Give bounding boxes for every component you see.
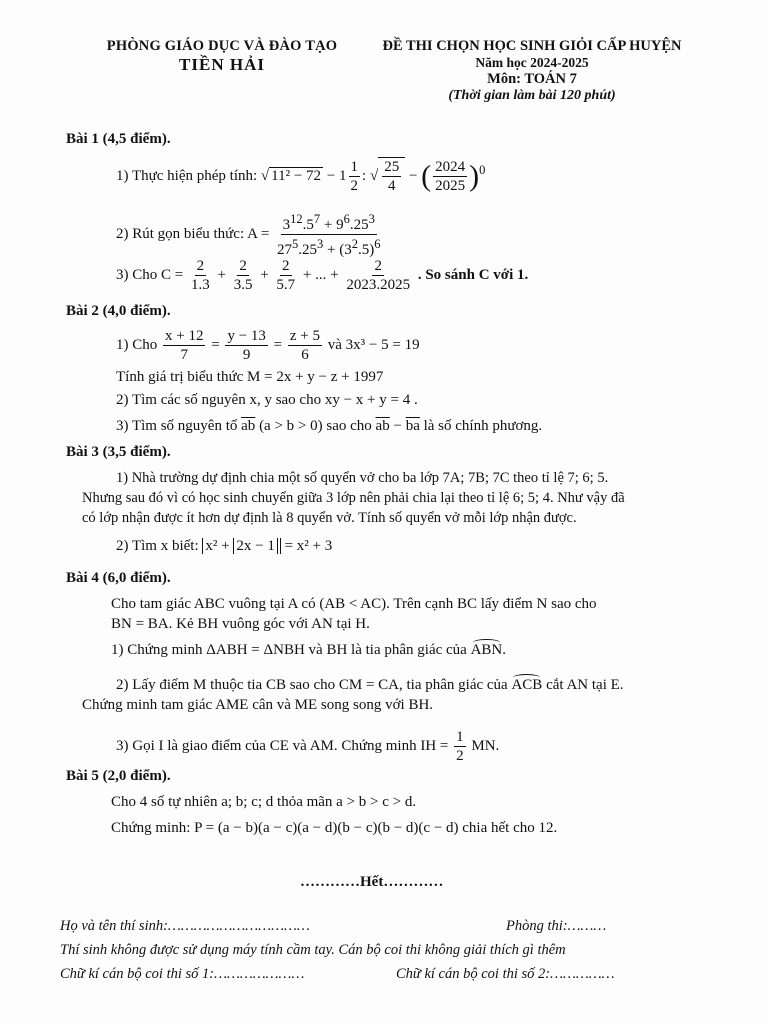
bai5-line2: Chứng minh: P = (a − b)(a − c)(a − d)(b − c)(b − d)(c − d) chia hết cho 12. — [111, 820, 558, 836]
bai3-title: Bài 3 (3,5 điểm). — [66, 444, 171, 460]
bai5-line1: Cho 4 số tự nhiên a; b; c; d thỏa mãn a > b > c > d. — [111, 794, 417, 810]
exam-title: ĐỀ THI CHỌN HỌC SINH GIỎI CẤP HUYỆN — [382, 38, 682, 54]
bai1-q3-label: 3) Cho — [116, 266, 158, 283]
end-dots-left: ………… — [300, 874, 360, 890]
bai3-q2 — [116, 538, 332, 555]
bai1-title: Bài 1 (4,5 điểm). — [66, 131, 171, 147]
proctor-sign-1: Chữ kí cán bộ coi thi số 1:………………… — [60, 966, 305, 982]
end-marker — [300, 874, 443, 891]
angle-abn: ABN — [470, 642, 503, 658]
bai4-q2-line2: Chứng minh tam giác AME cân và ME song song với BH. — [82, 697, 434, 713]
bai2-q1 — [116, 327, 420, 364]
bai2-q3-tail: là số chính phương. — [423, 418, 543, 434]
bai2-q3-ab: $\overline{ab}$ — [241, 418, 256, 434]
time-limit: (Thời gian làm bài 120 phút) — [448, 88, 616, 103]
bai3-q2-label: 2) Tìm x biết: — [116, 538, 199, 554]
header-left — [72, 38, 372, 75]
bai1-q3 — [116, 257, 528, 294]
bai2-q3-mid: (a > b > 0) sao cho — [259, 418, 372, 434]
bai1-q3-expr: C = $\frac{2}{1.3}$ + $\frac{2}{3.5}$ + $\frac{2}{5.7}$ + ... + $\frac{2}{2023.2025}$ — [161, 258, 411, 293]
bai1-q2-expr: A = $\frac{3^{12}.5^7 + 9^6.25^3}{27^5.25^3 + (3^2.5)^6}$ — [247, 212, 381, 258]
school-year: Năm học 2024-2025 — [475, 55, 589, 70]
end-word: Hết — [360, 874, 384, 890]
bai4-q3-tail: MN. — [471, 737, 500, 754]
bai2-q1-expr: $\frac{x + 12}{7}$ = $\frac{y - 13}{9}$ = $\frac{z + 5}{6}$ — [165, 328, 320, 363]
bai1-q2-label: 2) Rút gọn biểu thức: — [116, 225, 245, 242]
department-name: PHÒNG GIÁO DỤC VÀ ĐÀO TẠO — [106, 38, 338, 54]
bai4-q2-pre: 2) Lấy điểm M thuộc tia CB sao cho CM = CA, tia phân giác của — [116, 677, 508, 693]
bai3-q1-line2: Nhưng sau đó vì có học sinh chuyển giữa 3 lớp nên phải chia lại theo tỉ lệ 6; 5; 4. Như vậy đã — [82, 490, 625, 506]
bai2-q2: 2) Tìm các số nguyên x, y sao cho xy − x + y = 4 . — [116, 392, 418, 408]
bai1-q3-tail: . So sánh C với 1. — [417, 266, 529, 283]
bai4-q2-tail: cắt AN tại E. — [546, 677, 624, 693]
subject: Môn: TOÁN 7 — [487, 71, 577, 87]
bai5-title: Bài 5 (2,0 điểm). — [66, 768, 171, 784]
bai4-intro-line2: BN = BA. Kẻ BH vuông góc với AN tại H. — [111, 616, 370, 632]
bai2-q1-and: và — [327, 336, 342, 353]
half-fraction: $\frac{1}{2}$ — [456, 729, 464, 764]
proctor-sign-2: Chữ kí cán bộ coi thi số 2:…………… — [396, 966, 615, 982]
bai3-q1-line1: 1) Nhà trường dự định chia một số quyển vở cho ba lớp 7A; 7B; 7C theo tỉ lệ 7; 6; 5. — [116, 470, 609, 486]
bai4-title: Bài 4 (6,0 điểm). — [66, 570, 171, 586]
bai2-q1-line2: Tính giá trị biểu thức M = 2x + y − z + 1997 — [116, 369, 384, 385]
bai1-q1-label: 1) Thực hiện phép tính: — [116, 167, 258, 184]
bai4-intro-line1: Cho tam giác ABC vuông tại A có (AB < AC). Trên cạnh BC lấy điểm N sao cho — [111, 596, 597, 612]
bai4-q2-line1 — [116, 677, 624, 694]
bai4-q1: 1) Chứng minh ΔABH = ΔNBH và BH là tia phân giác của ABN. — [111, 642, 506, 658]
bai2-q3 — [116, 418, 542, 435]
angle-acb: ACB — [511, 677, 543, 693]
exam-room: Phòng thi:……… — [506, 918, 607, 934]
candidate-name: Họ và tên thí sinh:…………………………… — [60, 918, 310, 934]
bai1-q1-expr: √ 11² − 72 − 1 $\frac{1}{2}$ : √ $\frac{25}{4}$ − ( $\frac{2024}{2025}$ )$^0$ — [260, 159, 486, 194]
rules-note: Thí sinh không được sử dụng máy tính cầm tay. Cán bộ coi thi không giải thích gì thêm — [60, 942, 566, 958]
bai1-q2 — [116, 210, 385, 259]
end-dots-right: ………… — [383, 874, 444, 890]
district-name: TIỀN HẢI — [179, 55, 265, 74]
bai3-q1-line3: có lớp nhận được ít hơn dự định là 8 quyển vở. Tính số quyển vở mỗi lớp nhận được. — [82, 510, 577, 526]
bai4-q1-pre: 1) Chứng minh ΔABH = ΔNBH và BH là tia phân giác của — [111, 642, 467, 658]
bai2-q3-pre: 3) Tìm số nguyên tố — [116, 418, 238, 434]
bai1-q1 — [116, 157, 485, 195]
bai2-q1-label: 1) Cho — [116, 336, 158, 353]
bai2-title: Bài 2 (4,0 điểm). — [66, 303, 171, 319]
bai4-q3-pre: 3) Gọi I là giao điểm của CE và AM. Chứng minh IH = — [116, 737, 449, 754]
bai4-q3 — [116, 728, 499, 765]
bai3-q2-expr: x² + 2x − 1 = x² + 3 — [202, 538, 332, 554]
bai2-q3-diff: $\overline{ab} - \overline{ba}$ — [375, 418, 420, 434]
bai2-q1-eq2: 3x³ − 5 = 19 — [345, 336, 420, 353]
header-right — [362, 38, 702, 104]
bai3-q1 — [82, 468, 722, 528]
